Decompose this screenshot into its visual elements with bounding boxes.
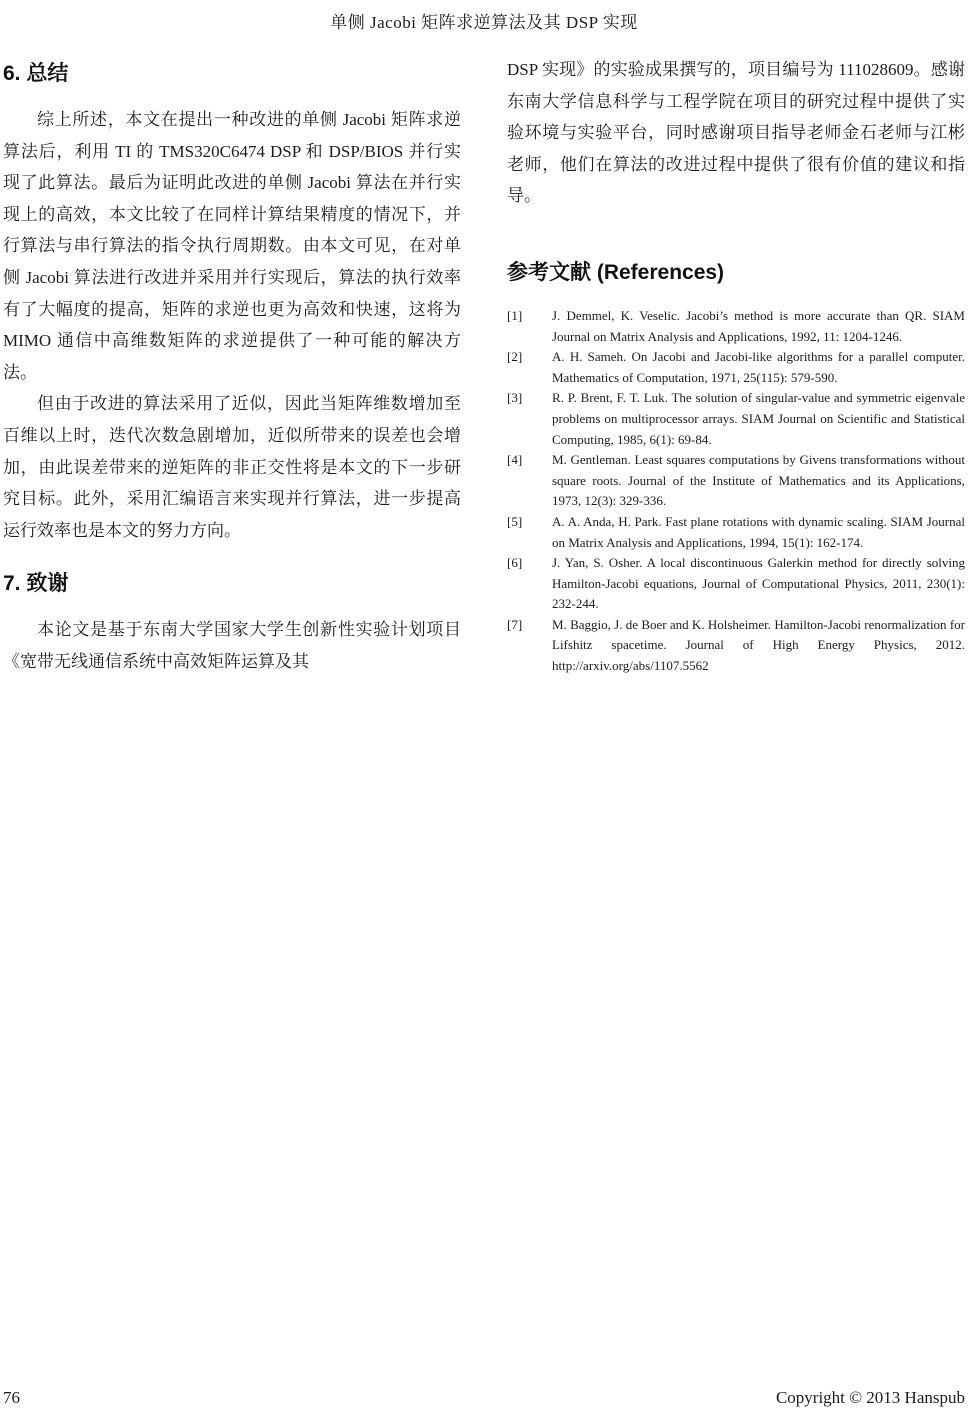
reference-item — [507, 553, 965, 615]
reference-label: [6] — [507, 555, 523, 571]
reference-text: J. Demmel, K. Veselic. Jacobi’s method is more accurate than QR. SIAM Journal on Matrix Analysis and Applications, 1992, 11: 1204-1246. — [552, 307, 965, 344]
running-head-title: 单侧 Jacobi 矩阵求逆算法及其 DSP 实现 — [330, 13, 638, 32]
acknowledgement-paragraph-right: DSP 实现》的实验成果撰写的，项目编号为 111028609。感谢东南大学信息科学与工程学院在项目的研究过程中提供了实验环境与实验平台，同时感谢项目指导老师金石老师与江彬老师，他们在算法的改进过程中提供了很有价值的建议和指导。 — [507, 60, 965, 206]
reference-label: [7] — [507, 616, 523, 632]
reference-text: M. Baggio, J. de Boer and K. Holsheimer. Hamilton-Jacobi renormalization for Lifshitz spacetime. Journal of High Energy Physics, 2012. http://arxiv.org/abs/1107.5562 — [552, 616, 965, 674]
reference-text: J. Yan, S. Osher. A local discontinuous Galerkin method for directly solving Hamilton-Jacobi equations, Journal of Computational Physics, 2011, 230(1): 232-244. — [552, 555, 965, 612]
reference-item — [507, 512, 965, 553]
reference-item — [507, 615, 965, 677]
reference-item — [507, 347, 965, 388]
reference-item — [507, 450, 965, 512]
page-number: 76 — [3, 1388, 20, 1407]
reference-item — [507, 388, 965, 450]
reference-label: [1] — [507, 307, 523, 323]
reference-text: R. P. Brent, F. T. Luk. The solution of singular-value and symmetric eigenvale problems on multiprocessor arrays. SIAM Journal on Scientific and Statistical Computing, 1985, 6(1): 69-84. — [552, 390, 965, 447]
reference-text: M. Gentleman. Least squares computations by Givens transformations without square roots. Journal of the Institute of Mathematics and its Applications, 1973, 12(3): 329-336. — [552, 452, 965, 509]
left-column — [3, 50, 461, 678]
reference-label: [3] — [507, 390, 523, 406]
references-list — [507, 306, 965, 677]
reference-label: [2] — [507, 349, 523, 365]
summary-paragraph-1: 综上所述，本文在提出一种改进的单侧 Jacobi 矩阵求逆算法后，利用 TI 的 TMS320C6474 DSP 和 DSP/BIOS 并行实现了此算法。最后为证明此改进的单侧 Jacobi 算法在并行实现上的高效，本文比较了在同样计算结果精度的情况下，并行算法与串行算法的指令执行周期数。由本文可见，在对单侧 Jacobi 算法进行改进并采用并行实现后，算法的执行效率有了大幅度的提高，矩阵的求逆也更为高效和快速，这将为 MIMO 通信中高维数矩阵的求逆提供了一种可能的解决方法。 — [3, 110, 461, 382]
page-footer — [3, 1388, 965, 1408]
section-7-heading: 7. 致谢 — [3, 572, 69, 596]
right-column — [507, 50, 965, 678]
reference-label: [5] — [507, 513, 523, 529]
two-column-body — [3, 50, 965, 678]
copyright-notice: Copyright © 2013 Hanspub — [775, 1388, 965, 1407]
reference-text: A. A. Anda, H. Park. Fast plane rotations with dynamic scaling. SIAM Journal on Matrix Analysis and Applications, 1994, 15(1): 162-174. — [552, 513, 965, 550]
references-heading: 参考文献 (References) — [507, 260, 725, 284]
summary-paragraph-2: 但由于改进的算法采用了近似，因此当矩阵维数增加至百维以上时，迭代次数急剧增加，近似所带来的误差也会增加，由此误差带来的逆矩阵的非正交性将是本文的下一步研究目标。此外，采用汇编语言来实现并行算法，进一步提高运行效率也是本文的努力方向。 — [3, 394, 461, 540]
section-6-heading: 6. 总结 — [3, 62, 69, 85]
acknowledgement-paragraph-left: 本论文是基于东南大学国家大学生创新性实验计划项目《宽带无线通信系统中高效矩阵运算及其 — [3, 620, 461, 671]
reference-label: [4] — [507, 452, 523, 468]
reference-text: A. H. Sameh. On Jacobi and Jacobi-like algorithms for a parallel computer. Mathematics of Computation, 1971, 25(115): 579-590. — [552, 349, 965, 385]
reference-item — [507, 306, 965, 347]
